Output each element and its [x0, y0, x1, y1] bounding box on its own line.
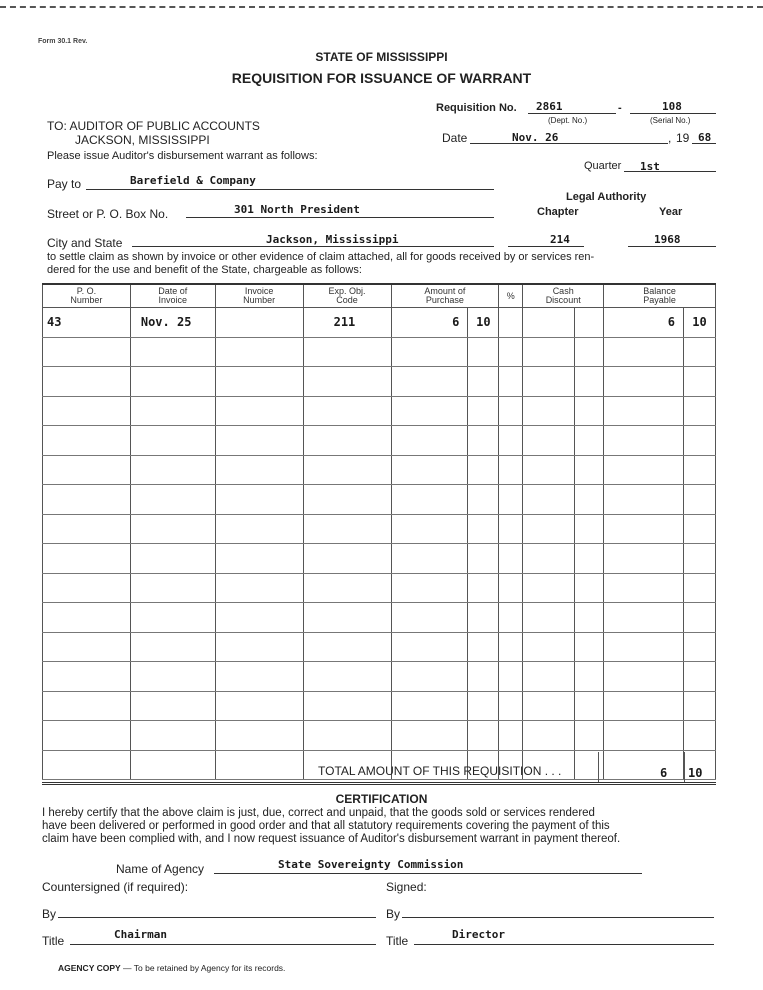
date-value: Nov. 26: [512, 131, 559, 144]
form-number: Form 30.1 Rev.: [38, 38, 88, 45]
header-invoice-number: Invoice Number: [215, 284, 303, 308]
serial-number: 108: [662, 100, 682, 113]
table-row: [43, 514, 716, 544]
city-value: Jackson, Mississippi: [266, 233, 399, 246]
legal-year-value: 1968: [654, 233, 681, 246]
city-label: City and State: [47, 236, 123, 250]
state-heading: STATE OF MISSISSIPPI: [315, 50, 448, 64]
total-dollars: 6: [660, 766, 668, 780]
chapter-value: 214: [550, 233, 570, 246]
footer: [58, 963, 285, 973]
street-value: 301 North President: [234, 203, 360, 216]
instruction: Please issue Auditor's disbursement warrant as follows:: [47, 150, 318, 162]
cell-invoice-date: Nov. 25: [130, 308, 215, 338]
header-balance-payable: Balance Payable: [604, 284, 716, 308]
table-row: [43, 603, 716, 633]
footer-agency-copy: AGENCY COPY: [58, 963, 121, 973]
table-row: [43, 721, 716, 751]
chapter-label: Chapter: [537, 206, 579, 218]
table-header-row: [43, 284, 716, 308]
settle-text-1: to settle claim as shown by invoice or other evidence of claim attached, all for goods received by or services ren-: [47, 251, 595, 263]
header-po-number: P. O. Number: [43, 284, 131, 308]
table-row: [43, 308, 716, 338]
header-amount-of-purchase: Amount of Purchase: [391, 284, 499, 308]
certification-line-2: have been delivered or performed in good order and that all statutory requirements covering the payment of this: [42, 820, 610, 832]
pay-to-label: Pay to: [47, 177, 82, 191]
table-row: [43, 662, 716, 692]
title-value-right: Director: [452, 928, 505, 941]
to-line-2: JACKSON, MISSISSIPPI: [75, 133, 210, 147]
charges-table: [42, 283, 716, 780]
dept-number: 2861: [536, 100, 563, 113]
year-label: Year: [659, 206, 683, 218]
table-row: [43, 455, 716, 485]
title-label-right: Title: [386, 934, 409, 948]
pay-to-value: Barefield & Company: [130, 174, 256, 187]
quarter-value: 1st: [640, 160, 660, 173]
title-value-left: Chairman: [114, 928, 167, 941]
dept-no-caption: (Dept. No.): [548, 116, 588, 125]
header-date-of-invoice: Date of Invoice: [130, 284, 215, 308]
footer-text: — To be retained by Agency for its records.: [123, 963, 286, 973]
certification-heading: CERTIFICATION: [335, 792, 428, 806]
certification-line-3: claim have been complied with, and I now request issuance of Auditor's disbursement warrant in payment thereof.: [42, 833, 621, 845]
date-label: Date: [442, 131, 468, 145]
cell-balance-dollars: 6: [604, 308, 684, 338]
total-row: [42, 752, 716, 785]
year-prefix: 19: [676, 131, 690, 145]
certification-line-1: I hereby certify that the above claim is just, due, correct and unpaid, that the goods sold or services rendered: [42, 807, 595, 819]
header-percent: %: [499, 284, 523, 308]
street-label: Street or P. O. Box No.: [47, 207, 169, 221]
cell-exp-code: 211: [303, 308, 391, 338]
table-row: [43, 573, 716, 603]
table-row: [43, 691, 716, 721]
title-label-left: Title: [42, 934, 65, 948]
cell-amount-cents: 10: [468, 308, 499, 338]
signed-label: Signed:: [386, 880, 427, 894]
form-title: REQUISITION FOR ISSUANCE OF WARRANT: [231, 70, 532, 86]
table-row: [43, 337, 716, 367]
cell-po-number: 43: [43, 308, 131, 338]
table-row: [43, 544, 716, 574]
cell-invoice-number: [215, 308, 303, 338]
cell-amount-dollars: 6: [391, 308, 468, 338]
countersigned-label: Countersigned (if required):: [42, 880, 189, 894]
cell-balance-cents: 10: [683, 308, 715, 338]
by-label-right: By: [386, 907, 401, 921]
table-row: [43, 426, 716, 456]
header-exp-obj-code: Exp. Obj. Code: [303, 284, 391, 308]
by-label-left: By: [42, 907, 57, 921]
agency-label: Name of Agency: [116, 862, 205, 876]
to-line-1: TO: AUDITOR OF PUBLIC ACCOUNTS: [47, 119, 260, 133]
table-row: [43, 485, 716, 515]
header-cash-discount: Cash Discount: [523, 284, 604, 308]
legal-authority-heading: Legal Authority: [566, 191, 647, 203]
table-row: [43, 367, 716, 397]
settle-text-2: dered for the use and benefit of the State, chargeable as follows:: [47, 264, 362, 276]
table-row: [43, 396, 716, 426]
year-value: 68: [698, 131, 712, 144]
serial-no-caption: (Serial No.): [650, 116, 691, 125]
table-row: [43, 632, 716, 662]
quarter-label: Quarter: [584, 160, 622, 172]
agency-value: State Sovereignty Commission: [278, 858, 464, 871]
total-label: TOTAL AMOUNT OF THIS REQUISITION . . .: [318, 764, 562, 778]
perforated-top-edge: [0, 6, 763, 8]
requisition-label: Requisition No.: [436, 102, 517, 114]
total-cents: 10: [688, 766, 703, 780]
